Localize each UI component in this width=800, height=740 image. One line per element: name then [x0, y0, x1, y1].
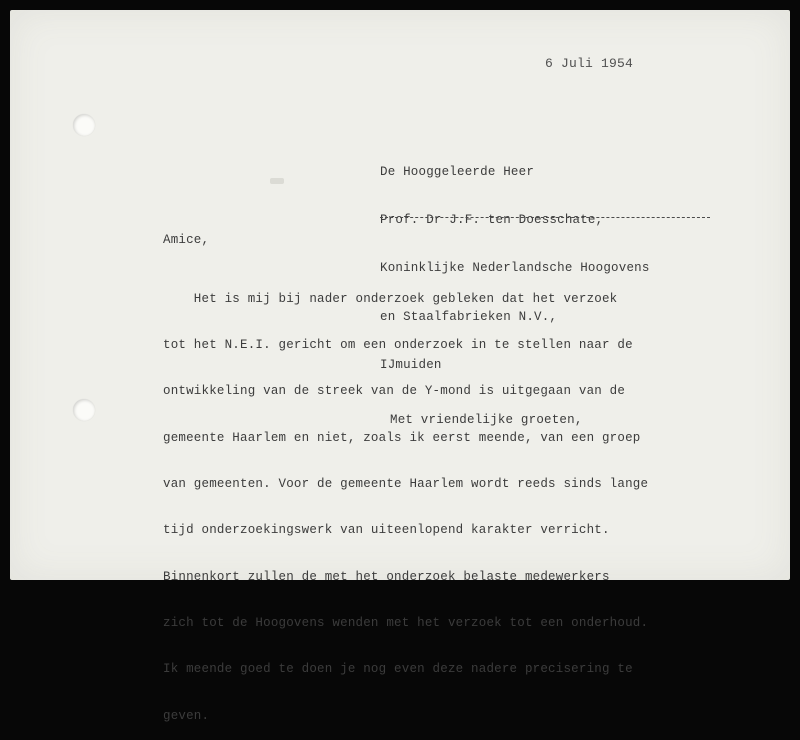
- body-line: Binnenkort zullen de met het onderzoek belaste medewerkers: [163, 569, 610, 584]
- letter-body: [163, 261, 648, 740]
- body-line: tot het N.E.I. gericht om een onderzoek in te stellen naar de: [163, 338, 633, 353]
- address-line: Koninklijke Nederlandsche Hoogovens: [380, 261, 650, 276]
- salutation: Amice,: [163, 233, 210, 247]
- address-line: Prof. Dr J.F. ten Doesschate,: [380, 213, 604, 228]
- body-line: tijd onderzoekingswerk van uiteenlopend karakter verricht.: [163, 523, 610, 538]
- body-line: ontwikkeling van de streek van de Y-mond is uitgegaan van de: [163, 384, 626, 399]
- address-underline: [380, 217, 710, 218]
- address-line: en Staalfabrieken N.V.,: [380, 309, 558, 324]
- body-line: Ik meende goed te doen je nog even deze nadere precisering te: [163, 662, 633, 677]
- punch-hole-top: [73, 114, 95, 136]
- body-line: zich tot de Hoogovens wenden met het verzoek tot een onderhoud.: [163, 616, 649, 630]
- closing: Met vriendelijke groeten,: [390, 413, 583, 427]
- body-line: Het is mij bij nader onderzoek gebleken dat het verzoek: [163, 291, 618, 306]
- address-city: IJmuiden: [380, 358, 442, 373]
- body-line: van gemeenten. Voor de gemeente Haarlem wordt reeds sinds lange: [163, 477, 649, 492]
- address-line: De Hooggeleerde Heer: [380, 164, 535, 179]
- body-line: geven.: [163, 708, 210, 723]
- punch-hole-bottom: [73, 399, 95, 421]
- paper-mark: [270, 178, 284, 184]
- letter-date: 6 Juli 1954: [545, 56, 634, 71]
- body-line: gemeente Haarlem en niet, zoals ik eerst meende, van een groep: [163, 430, 641, 445]
